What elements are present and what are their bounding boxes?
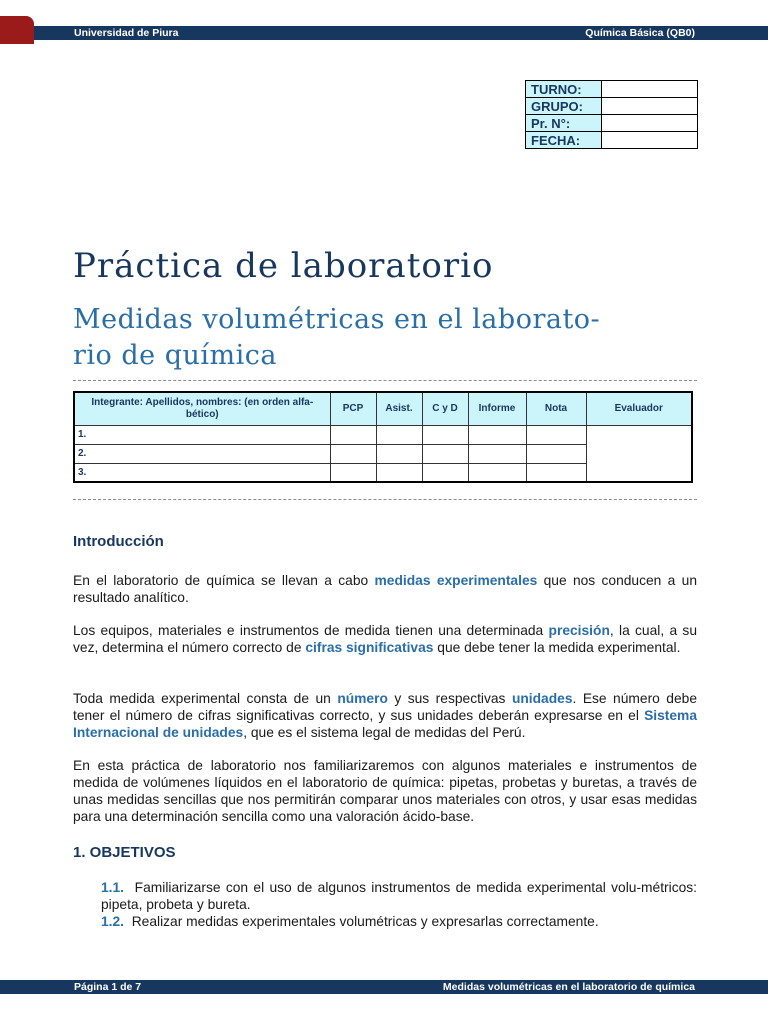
session-label: GRUPO: (526, 98, 602, 115)
grade-cell[interactable] (422, 463, 468, 482)
objective-number: 1.2. (101, 914, 125, 929)
members-header-name: Integrante: Apellidos, nombres: (en orden alfa-bético) (74, 392, 330, 425)
table-row (74, 425, 692, 444)
session-info-table (525, 80, 698, 149)
grade-cell[interactable] (526, 425, 586, 444)
intro-paragraph-3 (73, 690, 697, 741)
intro-paragraph-2 (73, 622, 697, 656)
text-run: , que es el sistema legal de medidas del Perú. (243, 725, 526, 740)
session-value-field[interactable] (602, 115, 698, 132)
session-value-field[interactable] (602, 98, 698, 115)
session-row (526, 115, 698, 132)
grade-cell[interactable] (526, 463, 586, 482)
evaluator-cell[interactable] (586, 425, 692, 482)
header-course: Química Básica (QB0) (585, 27, 695, 39)
members-header-pcp: PCP (330, 392, 376, 425)
list-item (101, 913, 697, 930)
keyword-highlight: precisión (548, 623, 610, 638)
members-header-nota: Nota (526, 392, 586, 425)
session-label: FECHA: (526, 132, 602, 149)
grade-cell[interactable] (330, 463, 376, 482)
grade-cell[interactable] (376, 425, 422, 444)
objective-text: Realizar medidas experimentales volumétricas y expresarlas correctamente. (131, 914, 599, 929)
member-name-cell[interactable]: 1. (74, 425, 330, 444)
objective-number: 1.1. (101, 880, 125, 895)
session-row (526, 132, 698, 149)
text-run: que nos conducen a un resultado analítico. (73, 573, 697, 605)
session-label: TURNO: (526, 81, 602, 98)
keyword-highlight: unidades (511, 691, 573, 706)
footer-page-number: Página 1 de 7 (74, 981, 142, 993)
session-value-field[interactable] (602, 132, 698, 149)
members-header-cyd: C y D (422, 392, 468, 425)
section-heading-introduction: Introducción (73, 533, 164, 550)
text-run: Los equipos, materiales e instrumentos de medida tienen una determinada (73, 623, 549, 638)
text-run: y sus respectivas (387, 691, 512, 706)
text-run: . Ese número debe tener el número de cifras significativas correcto, y sus unidades deberán expresarse en el (73, 691, 697, 723)
dashed-divider (73, 380, 697, 381)
grade-cell[interactable] (422, 425, 468, 444)
dashed-divider (73, 499, 697, 500)
list-item (101, 879, 697, 913)
intro-paragraph-1 (73, 572, 697, 606)
grade-cell[interactable] (376, 444, 422, 463)
grade-cell[interactable] (330, 444, 376, 463)
section-heading-objectives: 1. OBJETIVOS (73, 844, 176, 861)
document-subtitle (73, 302, 693, 374)
text-run: En esta práctica de laboratorio nos familiarizaremos con algunos materiales e instrumentos de medida de volúmenes líquidos en el laboratorio de química: pipetas, probetas y buretas, a través de unas medidas sencillas que nos permitirán comparar unos materiales con otros, y usar esas medidas para una determinación sencilla como una valoración ácido-base. (73, 758, 697, 824)
session-row (526, 98, 698, 115)
grade-cell[interactable] (526, 444, 586, 463)
objective-text: Familiarizarse con el uso de algunos instrumentos de medida experimental volu-métricos: pipeta, probeta y bureta. (101, 880, 698, 912)
header-corner-mark (0, 16, 34, 44)
members-table (73, 391, 693, 483)
member-name-cell[interactable]: 3. (74, 463, 330, 482)
text-run: que debe tener la medida experimental. (433, 640, 681, 655)
members-header-evaluador: Evaluador (586, 392, 692, 425)
grade-cell[interactable] (376, 463, 422, 482)
session-label: Pr. N°: (526, 115, 602, 132)
keyword-highlight: número (337, 691, 388, 706)
member-name-cell[interactable]: 2. (74, 444, 330, 463)
members-header-asist: Asist. (376, 392, 422, 425)
session-value-field[interactable] (602, 81, 698, 98)
grade-cell[interactable] (468, 444, 526, 463)
text-run: En el laboratorio de química se llevan a cabo (73, 573, 375, 588)
intro-paragraph-4 (73, 757, 697, 825)
grade-cell[interactable] (468, 463, 526, 482)
members-header-informe: Informe (468, 392, 526, 425)
grade-cell[interactable] (422, 444, 468, 463)
text-run: , la cual, a su vez, determina el número correcto de (73, 623, 697, 655)
keyword-highlight: Sistema Internacional de unidades (73, 708, 697, 740)
document-title: Práctica de laboratorio (73, 246, 494, 286)
header-institution: Universidad de Piura (74, 27, 179, 39)
subtitle-line: Medidas volumétricas en el laborato- (73, 304, 601, 335)
grade-cell[interactable] (330, 425, 376, 444)
keyword-highlight: medidas experimentales (374, 573, 538, 588)
keyword-highlight: cifras significativas (305, 640, 434, 655)
footer-document-title: Medidas volumétricas en el laboratorio de química (442, 981, 695, 993)
subtitle-line: rio de química (73, 340, 277, 371)
session-row (526, 81, 698, 98)
grade-cell[interactable] (468, 425, 526, 444)
members-header-row (74, 392, 692, 425)
text-run: Toda medida experimental consta de un (73, 691, 338, 706)
